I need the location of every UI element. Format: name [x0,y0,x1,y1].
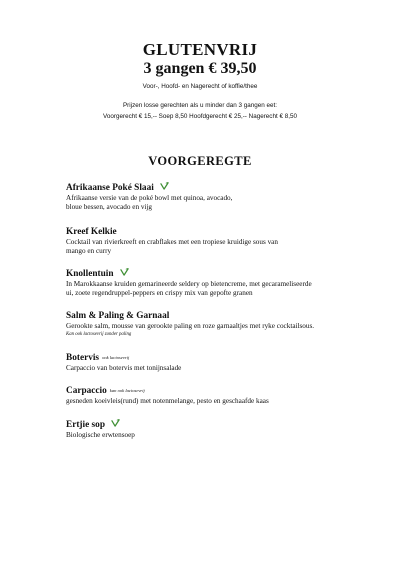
section-title: VOORGEREGTE [148,154,252,168]
dish-description: Gerookte salm, mousse van gerookte paling en roze garnaaltjes met ryke cocktailsous. [66,322,315,330]
page-title: GLUTENVRIJ [142,40,258,59]
dish-name: Salm & Paling & Garnaal [66,311,170,321]
dish-name: Ertjie sop [66,420,105,430]
dish-ertjie-sop [66,419,366,440]
dish-tag: kan ook lactosevrij [109,388,145,393]
leaf-v-icon [111,419,120,427]
dish-afrikaanse-poke-slaai [66,182,366,213]
dish-description: Biologische erwtensoep [66,431,135,439]
dish-salm-paling-garnaal [66,311,366,338]
dish-description: Carpaccio van botervis met tonijnsalade [66,364,182,372]
leaf-v-icon [120,268,129,276]
dish-description: In Marokkaanse kruiden gemarineerde seldery op bietencreme, met gecarameliseerde [66,280,312,288]
prices-list: Voorgerecht € 15,-- Soep 8,50 Hoofdgerecht € 25,-- Nagerecht € 8,50 [103,113,297,120]
dish-description: Afrikaanse versie van de poké bowl met quinoa, avocado, [66,194,233,202]
menu-price: 3 gangen € 39,50 [143,60,257,77]
dish-description: Cocktail van rivierkreeft en crabflakes met een tropiese kruidige sous van [66,238,278,246]
dish-description: bloue bessen, avocado en vijg [66,203,153,212]
dish-name: Botervis [66,353,100,363]
leaf-v-icon [160,182,169,190]
dish-knollentuin [66,268,366,299]
dish-description: mango en curry [66,247,112,256]
dish-description: ui, zoete regendruppel-peppers en crispy mix van gepofte granen [66,289,253,298]
courses-line: Voor-, Hoofd- en Nagerecht of koffie/thee [142,83,258,90]
dish-name: Afrikaanse Poké Slaai [66,183,154,193]
dish-name: Knollentuin [66,269,114,279]
dish-botervis [66,352,366,373]
dish-carpaccio [66,385,366,406]
dish-name: Kreef Kelkie [66,227,117,237]
dish-kreef-kelkie [66,227,366,257]
dish-name: Carpaccio [66,386,107,396]
dish-tag: ook lactosevrij [102,355,130,360]
dish-description: gesneden koeivleis(rund) met notenmelange, pesto en geschaafde kaas [66,397,269,405]
dish-note: Kan ook lactosevrij zonder paling [66,332,132,338]
prices-intro: Prijzen losse gerechten als u minder dan 3 gangen eet: [122,102,278,109]
